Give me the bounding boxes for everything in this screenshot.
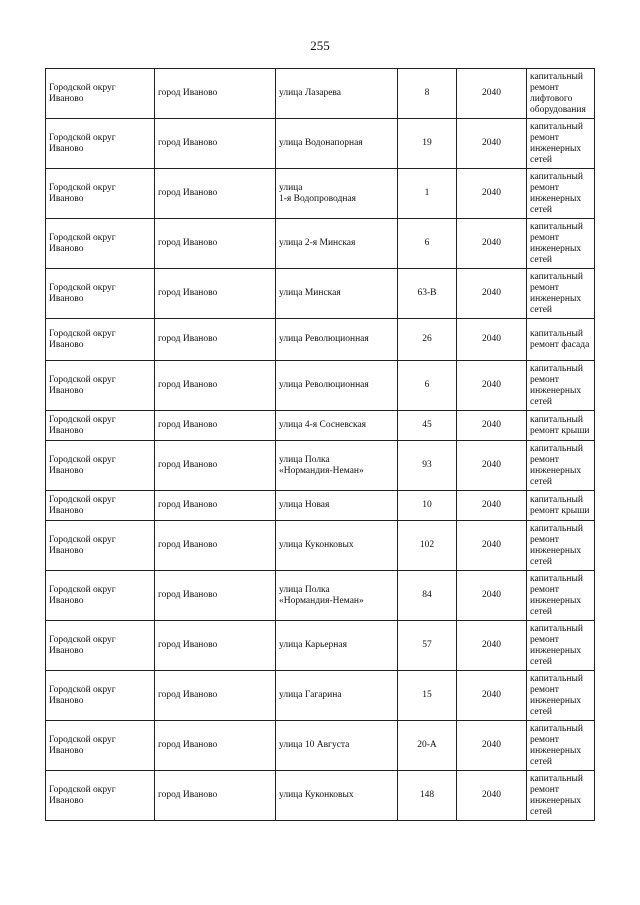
- year-cell: [457, 219, 527, 269]
- year-cell: [457, 411, 527, 441]
- municipality-text: Городской округ Иваново: [49, 584, 116, 606]
- street-cell: [276, 319, 398, 361]
- street-cell: [276, 441, 398, 491]
- street-cell: [276, 269, 398, 319]
- settlement-text: город Иваново: [158, 288, 218, 298]
- work-type-text: капитальный ремонт инженерных сетей: [530, 121, 583, 165]
- street-text: улица Водонапорная: [279, 138, 363, 148]
- municipality-cell: [46, 219, 155, 269]
- municipality-cell: [46, 169, 155, 219]
- municipality-cell: [46, 361, 155, 411]
- municipality-cell: [46, 269, 155, 319]
- table-row: [46, 671, 595, 721]
- settlement-cell: [155, 621, 276, 671]
- municipality-cell: [46, 69, 155, 119]
- work-type-cell: [527, 771, 595, 821]
- municipality-text: Городской округ Иваново: [49, 414, 116, 436]
- settlement-text: город Иваново: [158, 334, 218, 344]
- house-number-cell: [398, 219, 457, 269]
- work-type-text: капитальный ремонт инженерных сетей: [530, 673, 583, 717]
- municipality-cell: [46, 411, 155, 441]
- street-text: улица Лазарева: [279, 88, 342, 98]
- settlement-cell: [155, 169, 276, 219]
- year-cell: [457, 521, 527, 571]
- house-number-cell: [398, 571, 457, 621]
- house-number-text: 20-А: [417, 740, 437, 750]
- settlement-cell: [155, 69, 276, 119]
- year-cell: [457, 319, 527, 361]
- settlement-text: город Иваново: [158, 420, 218, 430]
- house-number-text: 63-В: [417, 288, 437, 298]
- work-type-text: капитальный ремонт фасада: [530, 328, 590, 350]
- settlement-cell: [155, 269, 276, 319]
- settlement-text: город Иваново: [158, 238, 218, 248]
- street-text: улица Карьерная: [279, 640, 347, 650]
- year-text: 2040: [482, 740, 501, 750]
- table-row: [46, 411, 595, 441]
- street-text: улица 1-я Водопроводная: [279, 182, 357, 204]
- settlement-text: город Иваново: [158, 540, 218, 550]
- table-row: [46, 169, 595, 219]
- house-number-text: 15: [422, 690, 432, 700]
- work-type-cell: [527, 521, 595, 571]
- year-text: 2040: [482, 790, 501, 800]
- work-type-text: капитальный ремонт инженерных сетей: [530, 573, 583, 617]
- year-text: 2040: [482, 334, 501, 344]
- house-number-text: 1: [424, 188, 430, 198]
- municipality-text: Городской округ Иваново: [49, 534, 116, 556]
- house-number-cell: [398, 411, 457, 441]
- municipality-text: Городской округ Иваново: [49, 784, 116, 806]
- year-text: 2040: [482, 288, 501, 298]
- house-number-cell: [398, 721, 457, 771]
- table-row: [46, 721, 595, 771]
- settlement-cell: [155, 441, 276, 491]
- table-row: [46, 621, 595, 671]
- house-number-cell: [398, 491, 457, 521]
- house-number-text: 148: [419, 790, 435, 800]
- municipality-cell: [46, 319, 155, 361]
- municipality-text: Городской округ Иваново: [49, 734, 116, 756]
- municipality-text: Городской округ Иваново: [49, 82, 116, 104]
- street-text: улица Революционная: [279, 334, 369, 344]
- settlement-cell: [155, 411, 276, 441]
- house-number-text: 93: [422, 460, 432, 470]
- year-cell: [457, 571, 527, 621]
- year-text: 2040: [482, 380, 501, 390]
- house-number-text: 6: [424, 238, 430, 248]
- year-cell: [457, 169, 527, 219]
- street-cell: [276, 411, 398, 441]
- street-cell: [276, 721, 398, 771]
- house-number-text: 10: [422, 500, 432, 510]
- repair-schedule-table: [45, 68, 595, 821]
- municipality-cell: [46, 491, 155, 521]
- table-row: [46, 521, 595, 571]
- work-type-cell: [527, 219, 595, 269]
- work-type-text: капитальный ремонт инженерных сетей: [530, 443, 583, 487]
- house-number-cell: [398, 119, 457, 169]
- street-cell: [276, 571, 398, 621]
- municipality-cell: [46, 571, 155, 621]
- year-text: 2040: [482, 590, 501, 600]
- work-type-text: капитальный ремонт крыши: [530, 494, 590, 516]
- house-number-cell: [398, 521, 457, 571]
- street-cell: [276, 361, 398, 411]
- work-type-cell: [527, 361, 595, 411]
- settlement-cell: [155, 571, 276, 621]
- table-row: [46, 491, 595, 521]
- street-text: улица Полка «Нормандия-Неман»: [279, 454, 364, 476]
- municipality-cell: [46, 441, 155, 491]
- settlement-text: город Иваново: [158, 640, 218, 650]
- house-number-cell: [398, 269, 457, 319]
- year-cell: [457, 441, 527, 491]
- settlement-text: город Иваново: [158, 690, 218, 700]
- municipality-text: Городской округ Иваново: [49, 634, 116, 656]
- municipality-text: Городской округ Иваново: [49, 684, 116, 706]
- municipality-text: Городской округ Иваново: [49, 374, 116, 396]
- municipality-cell: [46, 621, 155, 671]
- table-row: [46, 571, 595, 621]
- house-number-cell: [398, 69, 457, 119]
- year-text: 2040: [482, 88, 501, 98]
- work-type-cell: [527, 269, 595, 319]
- street-text: улица Революционная: [279, 380, 369, 390]
- street-cell: [276, 69, 398, 119]
- house-number-cell: [398, 319, 457, 361]
- house-number-cell: [398, 441, 457, 491]
- table-row: [46, 119, 595, 169]
- municipality-text: Городской округ Иваново: [49, 282, 116, 304]
- municipality-cell: [46, 771, 155, 821]
- work-type-cell: [527, 119, 595, 169]
- street-text: улица Гагарина: [279, 690, 342, 700]
- year-text: 2040: [482, 690, 501, 700]
- street-cell: [276, 219, 398, 269]
- year-text: 2040: [482, 540, 501, 550]
- street-cell: [276, 671, 398, 721]
- work-type-text: капитальный ремонт инженерных сетей: [530, 171, 583, 215]
- municipality-text: Городской округ Иваново: [49, 494, 116, 516]
- settlement-cell: [155, 521, 276, 571]
- table-row: [46, 269, 595, 319]
- work-type-text: капитальный ремонт инженерных сетей: [530, 271, 583, 315]
- street-cell: [276, 771, 398, 821]
- house-number-cell: [398, 671, 457, 721]
- settlement-cell: [155, 361, 276, 411]
- year-text: 2040: [482, 238, 501, 248]
- table-row: [46, 771, 595, 821]
- house-number-text: 19: [422, 138, 432, 148]
- house-number-text: 57: [422, 640, 432, 650]
- settlement-text: город Иваново: [158, 790, 218, 800]
- table-row: [46, 441, 595, 491]
- street-text: улица 10 Августа: [279, 740, 350, 750]
- year-cell: [457, 771, 527, 821]
- work-type-text: капитальный ремонт инженерных сетей: [530, 773, 583, 817]
- street-cell: [276, 491, 398, 521]
- municipality-cell: [46, 671, 155, 721]
- year-text: 2040: [482, 500, 501, 510]
- settlement-cell: [155, 219, 276, 269]
- settlement-text: город Иваново: [158, 460, 218, 470]
- settlement-cell: [155, 771, 276, 821]
- work-type-cell: [527, 491, 595, 521]
- work-type-text: капитальный ремонт лифтового оборудования: [530, 71, 586, 115]
- table-row: [46, 219, 595, 269]
- year-text: 2040: [482, 460, 501, 470]
- street-text: улица Куконковых: [279, 790, 354, 800]
- municipality-text: Городской округ Иваново: [49, 182, 116, 204]
- street-text: улица Новая: [279, 500, 330, 510]
- house-number-text: 45: [422, 420, 432, 430]
- settlement-cell: [155, 671, 276, 721]
- year-cell: [457, 621, 527, 671]
- year-cell: [457, 119, 527, 169]
- year-text: 2040: [482, 138, 501, 148]
- settlement-cell: [155, 491, 276, 521]
- year-cell: [457, 269, 527, 319]
- year-text: 2040: [482, 188, 501, 198]
- street-cell: [276, 521, 398, 571]
- municipality-text: Городской округ Иваново: [49, 232, 116, 254]
- work-type-text: капитальный ремонт инженерных сетей: [530, 363, 583, 407]
- work-type-cell: [527, 441, 595, 491]
- year-cell: [457, 69, 527, 119]
- year-cell: [457, 721, 527, 771]
- municipality-text: Городской округ Иваново: [49, 454, 116, 476]
- house-number-text: 26: [422, 334, 432, 344]
- street-text: улица 4-я Сосневская: [279, 420, 367, 430]
- settlement-text: город Иваново: [158, 88, 218, 98]
- settlement-text: город Иваново: [158, 380, 218, 390]
- table-row: [46, 69, 595, 119]
- work-type-cell: [527, 621, 595, 671]
- settlement-cell: [155, 319, 276, 361]
- municipality-text: Городской округ Иваново: [49, 328, 116, 350]
- settlement-text: город Иваново: [158, 500, 218, 510]
- house-number-cell: [398, 621, 457, 671]
- work-type-cell: [527, 671, 595, 721]
- work-type-cell: [527, 69, 595, 119]
- work-type-cell: [527, 721, 595, 771]
- street-text: улица Полка «Нормандия-Неман»: [279, 584, 364, 606]
- municipality-cell: [46, 721, 155, 771]
- year-text: 2040: [482, 420, 501, 430]
- work-type-cell: [527, 411, 595, 441]
- work-type-cell: [527, 319, 595, 361]
- work-type-text: капитальный ремонт инженерных сетей: [530, 523, 583, 567]
- settlement-cell: [155, 721, 276, 771]
- work-type-text: капитальный ремонт инженерных сетей: [530, 723, 583, 767]
- year-cell: [457, 491, 527, 521]
- street-cell: [276, 169, 398, 219]
- street-text: улица Куконковых: [279, 540, 354, 550]
- year-cell: [457, 671, 527, 721]
- settlement-text: город Иваново: [158, 188, 218, 198]
- street-cell: [276, 621, 398, 671]
- table-row: [46, 361, 595, 411]
- street-text: улица Минская: [279, 288, 341, 298]
- street-text: улица 2-я Минская: [279, 238, 356, 248]
- year-cell: [457, 361, 527, 411]
- house-number-cell: [398, 771, 457, 821]
- settlement-text: город Иваново: [158, 740, 218, 750]
- work-type-text: капитальный ремонт инженерных сетей: [530, 221, 583, 265]
- work-type-text: капитальный ремонт инженерных сетей: [530, 623, 583, 667]
- work-type-text: капитальный ремонт крыши: [530, 414, 590, 436]
- house-number-text: 102: [419, 540, 435, 550]
- house-number-cell: [398, 361, 457, 411]
- work-type-cell: [527, 169, 595, 219]
- house-number-cell: [398, 169, 457, 219]
- street-cell: [276, 119, 398, 169]
- page-number: 255: [310, 38, 330, 53]
- settlement-text: город Иваново: [158, 138, 218, 148]
- year-text: 2040: [482, 640, 501, 650]
- municipality-text: Городской округ Иваново: [49, 132, 116, 154]
- settlement-cell: [155, 119, 276, 169]
- house-number-text: 6: [424, 380, 430, 390]
- table-row: [46, 319, 595, 361]
- settlement-text: город Иваново: [158, 590, 218, 600]
- house-number-text: 84: [422, 590, 432, 600]
- municipality-cell: [46, 119, 155, 169]
- table-body: [46, 69, 595, 821]
- work-type-cell: [527, 571, 595, 621]
- house-number-text: 8: [424, 88, 430, 98]
- municipality-cell: [46, 521, 155, 571]
